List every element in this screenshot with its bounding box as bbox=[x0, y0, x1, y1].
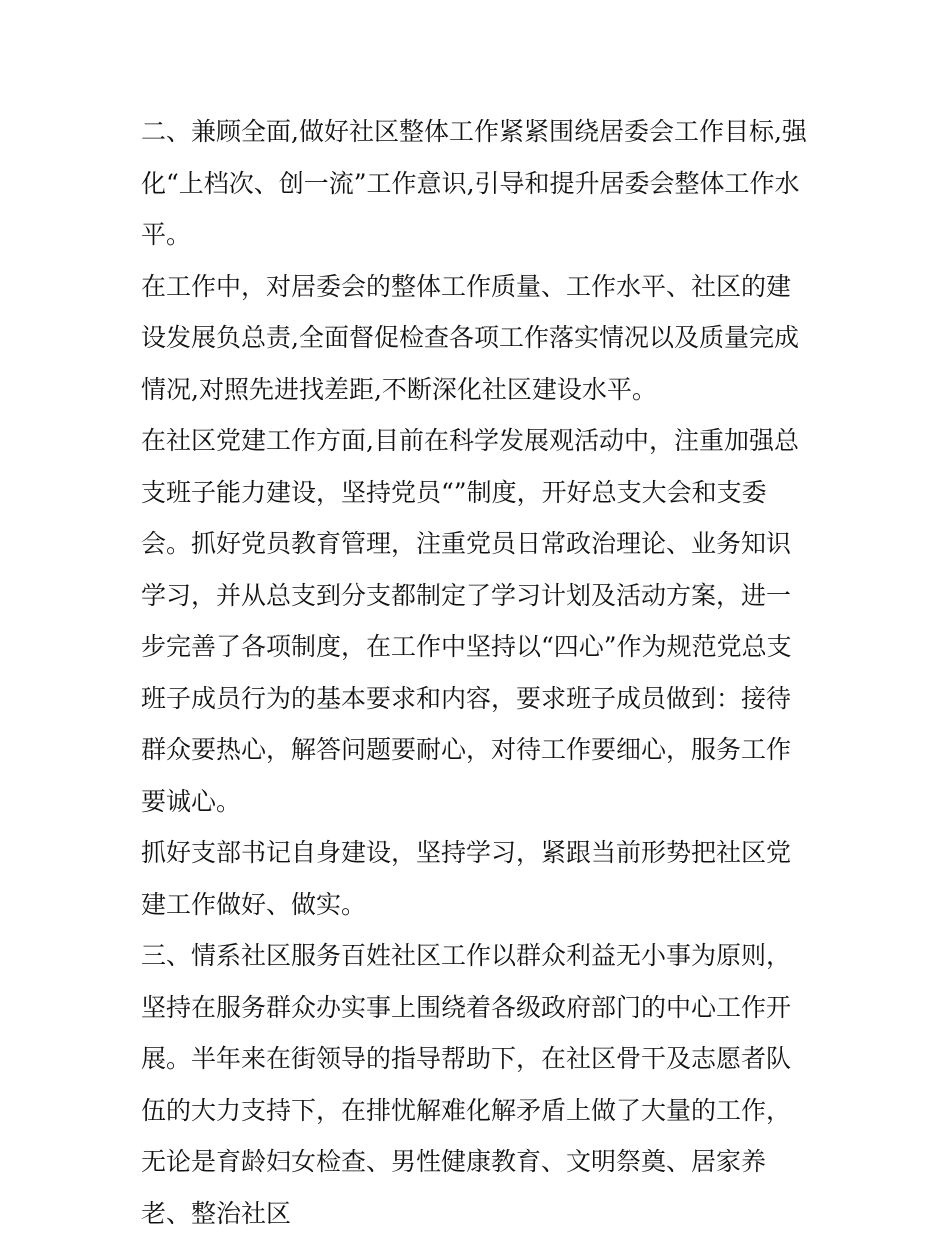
paragraph-section-two: 二、兼顾全面,做好社区整体工作紧紧围绕居委会工作目标,强化“上档次、创一流”工作意识,引导和提升居委会整体工作水平。 bbox=[141, 117, 807, 249]
paragraph-party-building: 在社区党建工作方面,目前在科学发展观活动中，注重加强总支班子能力建设，坚持党员“”制度，开好总支大会和支委会。抓好党员教育管理，注重党员日常政治理论、业务知识学习，并从总支到分支都制定了学习计划及活动方案，进一步完善了各项制度，在工作中坚持以“四心”作为规范党总支班子成员行为的基本要求和内容，要求班子成员做到：接待群众要热心，解答问题要耐心，对待工作要细心，服务工作要诚心。 bbox=[141, 426, 799, 816]
paragraph-work-responsibility: 在工作中，对居委会的整体工作质量、工作水平、社区的建设发展负总责,全面督促检查各项工作落实情况以及质量完成情况,对照先进找差距,不断深化社区建设水平。 bbox=[141, 271, 799, 404]
paragraph-section-three: 三、情系社区服务百姓社区工作以群众利益无小事为原则，坚持在服务群众办实事上围绕着各级政府部门的中心工作开展。半年来在街领导的指导帮助下，在社区骨干及志愿者队伍的大力支持下，在排忧解难化解矛盾上做了大量的工作，无论是育龄妇女检查、男性健康教育、文明祭奠、居家养老、整治社区 bbox=[141, 941, 792, 1228]
document-body bbox=[141, 106, 813, 1239]
paragraph-branch-secretary: 抓好支部书记自身建设，坚持学习，紧跟当前形势把社区党建工作做好、做实。 bbox=[141, 838, 792, 919]
